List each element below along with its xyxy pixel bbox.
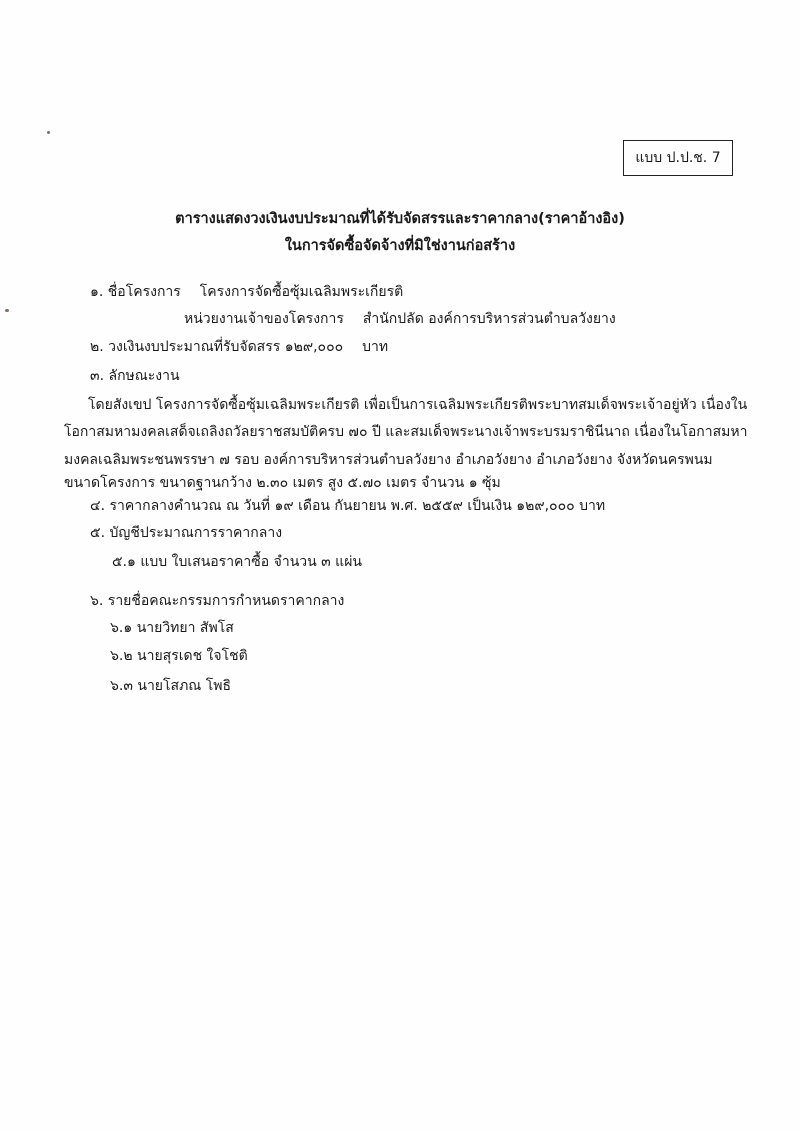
section-label: รายชื่อคณะกรรมการกำหนดราคากลาง (107, 593, 345, 609)
section-label: วงเงินงบประมาณที่รับจัดสรร (108, 339, 281, 355)
project-name-value: โครงการจัดซื้อซุ้มเฉลิมพระเกียรติ (199, 284, 404, 300)
member-number: ๖.๑ (110, 620, 133, 636)
section-label: ลักษณะงาน (108, 368, 180, 384)
work-description-line: มงคลเฉลิมพระชนพรรษา ๗ รอบ องค์การบริหารส่วนตำบลวังยาง อำเภอวังยาง อำเภอวังยาง จังหวัดนครพนม (64, 452, 713, 468)
section-3-work-type (90, 365, 180, 387)
agency-value: สำนักปลัด องค์การบริหารส่วนตำบลวังยาง (362, 311, 616, 327)
form-code-box: แบบ ป.ป.ช. 7 (623, 140, 733, 176)
scan-speck (47, 131, 50, 134)
committee-member (110, 675, 231, 697)
section-6-committee (90, 590, 344, 612)
section-1-project-name (90, 281, 403, 303)
member-name: นายโสภณ โพธิ (137, 678, 232, 694)
member-number: ๖.๒ (110, 648, 133, 664)
work-description-line: ขนาดโครงการ ขนาดฐานกว้าง ๒.๓๐ เมตร สูง ๕.๗๐ เมตร จำนวน ๑ ซุ้ม (64, 475, 501, 491)
item-number: ๕.๑ (112, 554, 136, 570)
agency-label: หน่วยงานเจ้าของโครงการ (184, 311, 344, 327)
member-number: ๖.๓ (110, 678, 133, 694)
section-number: ๔. (90, 498, 106, 514)
work-description-line: โดยสังเขป โครงการจัดซื้อซุ้มเฉลิมพระเกียรติ เพื่อเป็นการเฉลิมพระเกียรติพระบาทสมเด็จพระเจ้าอยู่หัว เนื่องใน (88, 397, 748, 413)
section-number: ๕. (90, 525, 106, 541)
document-title-line1: ตารางแสดงวงเงินงบประมาณที่ได้รับจัดสรรและราคากลาง(ราคาอ้างอิง) (175, 211, 625, 227)
reference-price-text: ราคากลางคำนวณ ณ วันที่ ๑๙ เดือน กันยายน พ.ศ. ๒๕๕๙ เป็นเงิน ๑๒๙,๐๐๐ บาท (109, 498, 606, 514)
item-text: แบบ ใบเสนอราคาซื้อ จำนวน ๓ แผ่น (140, 554, 362, 570)
section-number: ๑. (90, 284, 104, 300)
section-number: ๓. (90, 368, 105, 384)
section-label: ชื่อโครงการ (107, 284, 181, 300)
member-name: นายวิทยา สัพโส (136, 620, 234, 636)
section-label: บัญชีประมาณการราคากลาง (109, 525, 283, 541)
work-description-line: โอกาสมหามงคลเสด็จเถลิงถวัลยราชสมบัติครบ ๗๐ ปี และสมเด็จพระนางเจ้าพระบรมราชินีนาถ เนื่องในโอกาสมหา (64, 424, 748, 440)
budget-unit: บาท (362, 339, 389, 355)
section-2-budget (90, 336, 388, 358)
document-title-line2: ในการจัดซื้อจัดจ้างที่มิใช่งานก่อสร้าง (284, 238, 516, 254)
member-name: นายสุรเดช ใจโชติ (137, 648, 248, 664)
committee-member (110, 645, 248, 667)
budget-amount: ๑๒๙,๐๐๐ (284, 339, 344, 355)
section-5-estimate (90, 522, 282, 544)
section-1-agency (184, 308, 616, 330)
scan-speck (5, 309, 9, 312)
estimate-item (112, 551, 362, 573)
committee-member (110, 617, 234, 639)
section-number: ๖. (90, 593, 104, 609)
section-4-reference-price (90, 495, 605, 517)
section-number: ๒. (90, 339, 104, 355)
